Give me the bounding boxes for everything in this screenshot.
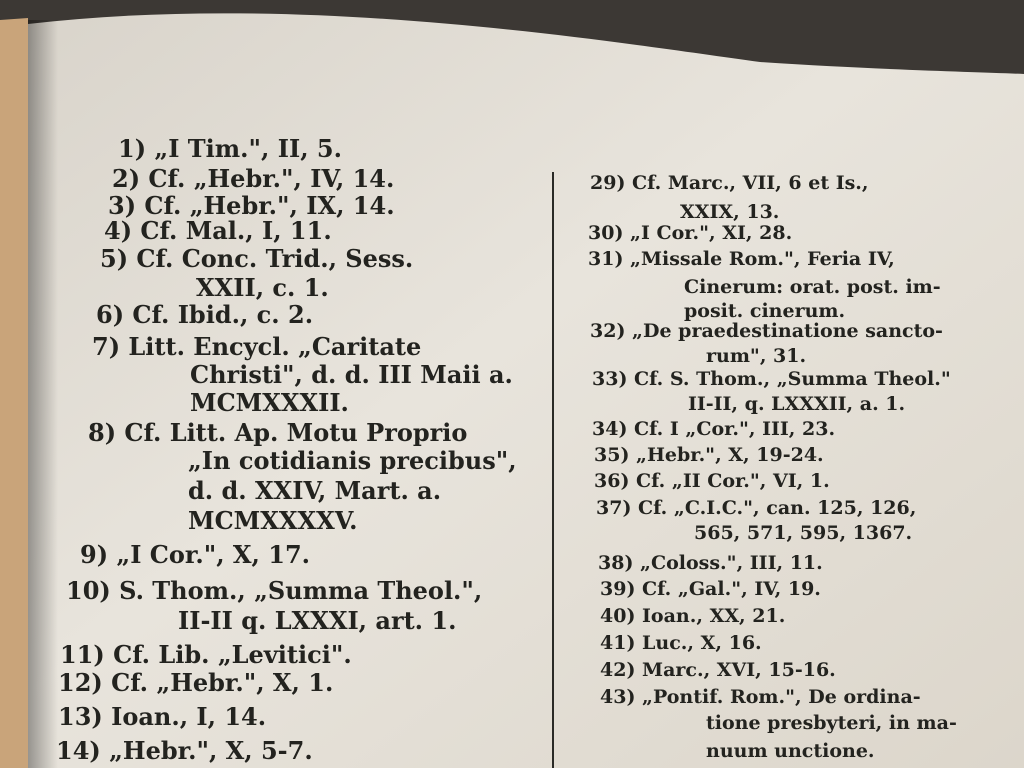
- footnote-line: 40) Ioan., XX, 21.: [600, 605, 786, 627]
- footnote-line: tione presbyteri, in ma-: [706, 712, 957, 734]
- footnote-line: II-II q. LXXXI, art. 1.: [178, 606, 457, 635]
- footnote-line: XXIX, 13.: [680, 201, 780, 223]
- footnote-line: 34) Cf. I „Cor.", III, 23.: [592, 418, 836, 440]
- column-divider: [552, 172, 554, 768]
- footnote-line: 10) S. Thom., „Summa Theol.",: [66, 576, 483, 605]
- footnote-line: 30) „I Cor.", XI, 28.: [588, 222, 793, 244]
- footnote-line: 43) „Pontif. Rom.", De ordina-: [600, 686, 921, 708]
- footnote-line: 39) Cf. „Gal.", IV, 19.: [600, 578, 821, 600]
- footnote-line: 32) „De praedestinatione sancto-: [590, 320, 943, 342]
- footnote-line: Cinerum: orat. post. im-: [684, 276, 941, 298]
- footnote-line: 36) Cf. „II Cor.", VI, 1.: [594, 470, 830, 492]
- footnote-line: 6) Cf. Ibid., c. 2.: [96, 300, 314, 329]
- footnote-line: posit. cinerum.: [684, 300, 846, 322]
- footnote-line: 31) „Missale Rom.", Feria IV,: [588, 248, 895, 270]
- footnote-line: 29) Cf. Marc., VII, 6 et Is.,: [590, 172, 869, 194]
- footnote-line: 35) „Hebr.", X, 19-24.: [594, 444, 824, 466]
- footnote-line: MCMXXXXV.: [188, 506, 358, 535]
- footnote-line: rum", 31.: [706, 345, 807, 367]
- footnote-line: 8) Cf. Litt. Ap. Motu Proprio: [88, 418, 468, 447]
- footnote-line: 1) „I Tim.", II, 5.: [118, 134, 342, 163]
- footnote-line: XXII, c. 1.: [196, 273, 329, 302]
- footnote-line: 2) Cf. „Hebr.", IV, 14.: [112, 164, 395, 193]
- footnote-line: 13) Ioan., I, 14.: [58, 702, 267, 731]
- footnote-line: d. d. XXIV, Mart. a.: [188, 476, 442, 505]
- footnote-line: MCMXXXII.: [190, 388, 349, 417]
- footnote-line: II-II, q. LXXXII, a. 1.: [688, 393, 906, 415]
- footnote-line: 38) „Coloss.", III, 11.: [598, 552, 823, 574]
- footnote-line: 7) Litt. Encycl. „Caritate: [92, 332, 422, 361]
- footnote-line: 9) „I Cor.", X, 17.: [80, 540, 311, 569]
- footnote-line: 3) Cf. „Hebr.", IX, 14.: [108, 191, 395, 220]
- footnote-line: „In cotidianis precibus",: [188, 446, 517, 475]
- footnote-line: 12) Cf. „Hebr.", X, 1.: [58, 668, 334, 697]
- footnote-line: 41) Luc., X, 16.: [600, 632, 762, 654]
- footnote-line: 33) Cf. S. Thom., „Summa Theol.": [592, 368, 951, 390]
- footnote-line: 11) Cf. Lib. „Levitici".: [60, 640, 352, 669]
- footnote-line: 5) Cf. Conc. Trid., Sess.: [100, 244, 414, 273]
- footnote-line: Christi", d. d. III Maii a.: [190, 360, 513, 389]
- footnote-line: 37) Cf. „C.I.C.", can. 125, 126,: [596, 497, 917, 519]
- footnote-line: 42) Marc., XVI, 15-16.: [600, 659, 836, 681]
- footnote-line: 565, 571, 595, 1367.: [694, 522, 913, 544]
- footnote-line: 4) Cf. Mal., I, 11.: [104, 216, 332, 245]
- footnote-line: nuum unctione.: [706, 740, 875, 762]
- footnote-line: 14) „Hebr.", X, 5-7.: [56, 736, 313, 765]
